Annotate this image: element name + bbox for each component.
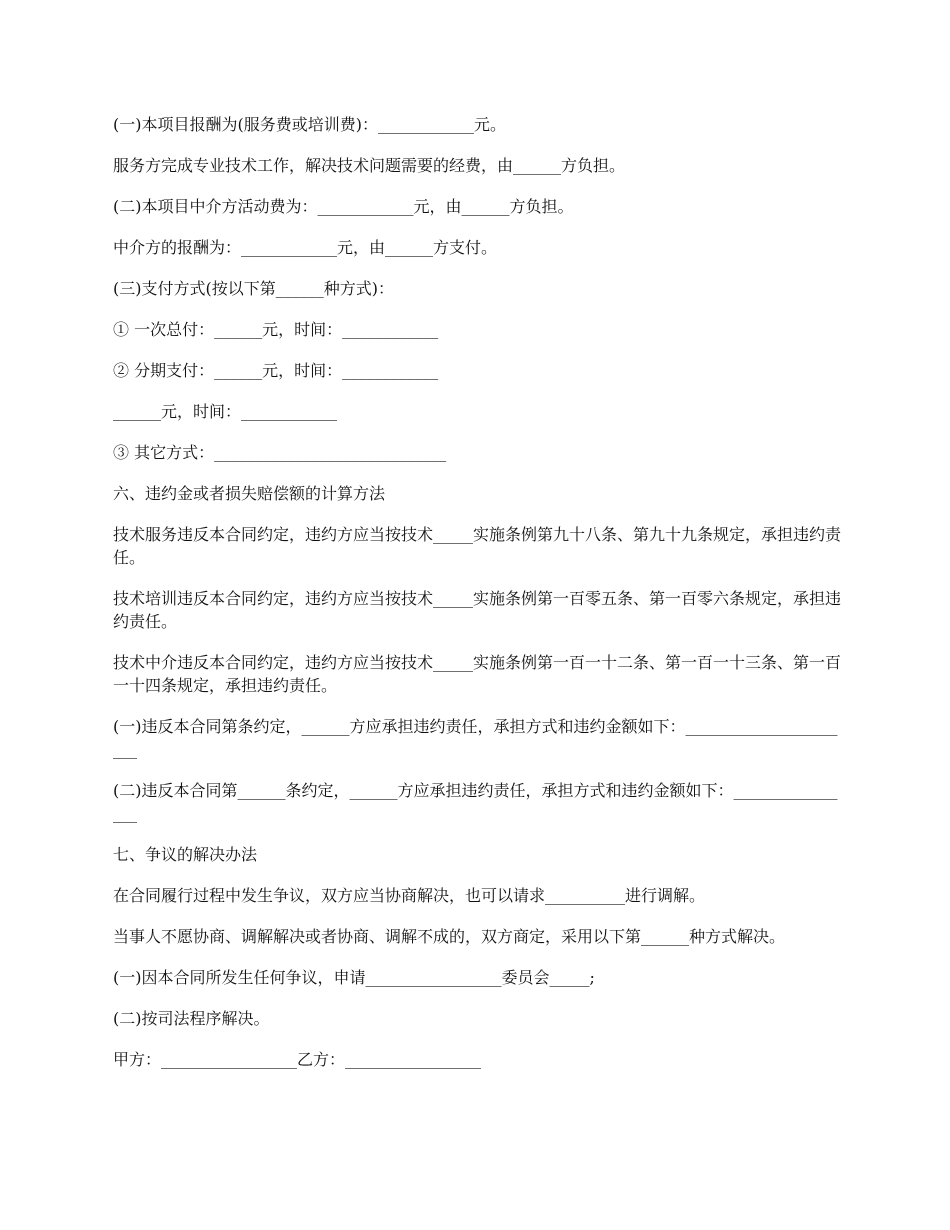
section-six-heading: 六、违约金或者损失赔偿额的计算方法 [113, 484, 386, 503]
resolution-method-clause: 当事人不愿协商、调解解决或者协商、调解不成的，双方商定，采用以下第______种方式解决。 [113, 927, 786, 946]
arbitration-clause: (一)因本合同所发生任何争议，申请_________________委员会_____; [113, 968, 595, 987]
section-seven-heading: 七、争议的解决办法 [113, 845, 258, 864]
installment-payment-line-2: ______元，时间：____________ [113, 402, 338, 421]
training-breach-clause: 技术培训违反本合同约定，违约方应当按技术_____实施条例第一百零五条、第一百零六条规定，承担违约责任。 [113, 589, 842, 631]
technical-expense-clause: 服务方完成专业技术工作，解决技术问题需要的经费，由______方负担。 [113, 156, 626, 175]
judicial-procedure-clause: (二)按司法程序解决。 [113, 1009, 270, 1028]
document-body [113, 113, 841, 1089]
signature-line: 甲方：_________________乙方：_________________ [113, 1050, 482, 1069]
installment-payment-line: ② 分期支付：______元，时间：____________ [113, 361, 439, 380]
intermediary-remuneration-clause: 中介方的报酬为：____________元，由______方支付。 [113, 238, 498, 257]
intermediary-fee-clause: (二)本项目中介方活动费为：____________元，由______方负担。 [113, 197, 574, 216]
mediation-clause: 在合同履行过程中发生争议，双方应当协商解决，也可以请求__________进行调解。 [113, 886, 706, 905]
payment-amount-clause: (一)本项目报酬为(服务费或培训费)：____________元。 [113, 115, 506, 134]
other-payment-method-line: ③ 其它方式：_____________________________ [113, 443, 447, 462]
payment-method-heading: (三)支付方式(按以下第______种方式)： [113, 279, 394, 298]
breach-liability-clause-2: (二)违反本合同第______条约定，______方应承担违约责任，承担方式和违约金额如下：________________ [113, 781, 838, 823]
intermediary-breach-clause: 技术中介违反本合同约定，违约方应当按技术_____实施条例第一百一十二条、第一百一十三条、第一百一十四条规定，承担违约责任。 [113, 653, 842, 695]
breach-liability-clause-1: (一)违反本合同第条约定，______方应承担违约责任，承担方式和违约金额如下：______________________ [113, 717, 838, 759]
service-breach-clause: 技术服务违反本合同约定，违约方应当按技术_____实施条例第九十八条、第九十九条规定，承担违约责任。 [113, 525, 842, 567]
lump-sum-payment-line: ① 一次总付：______元，时间：____________ [113, 320, 439, 339]
